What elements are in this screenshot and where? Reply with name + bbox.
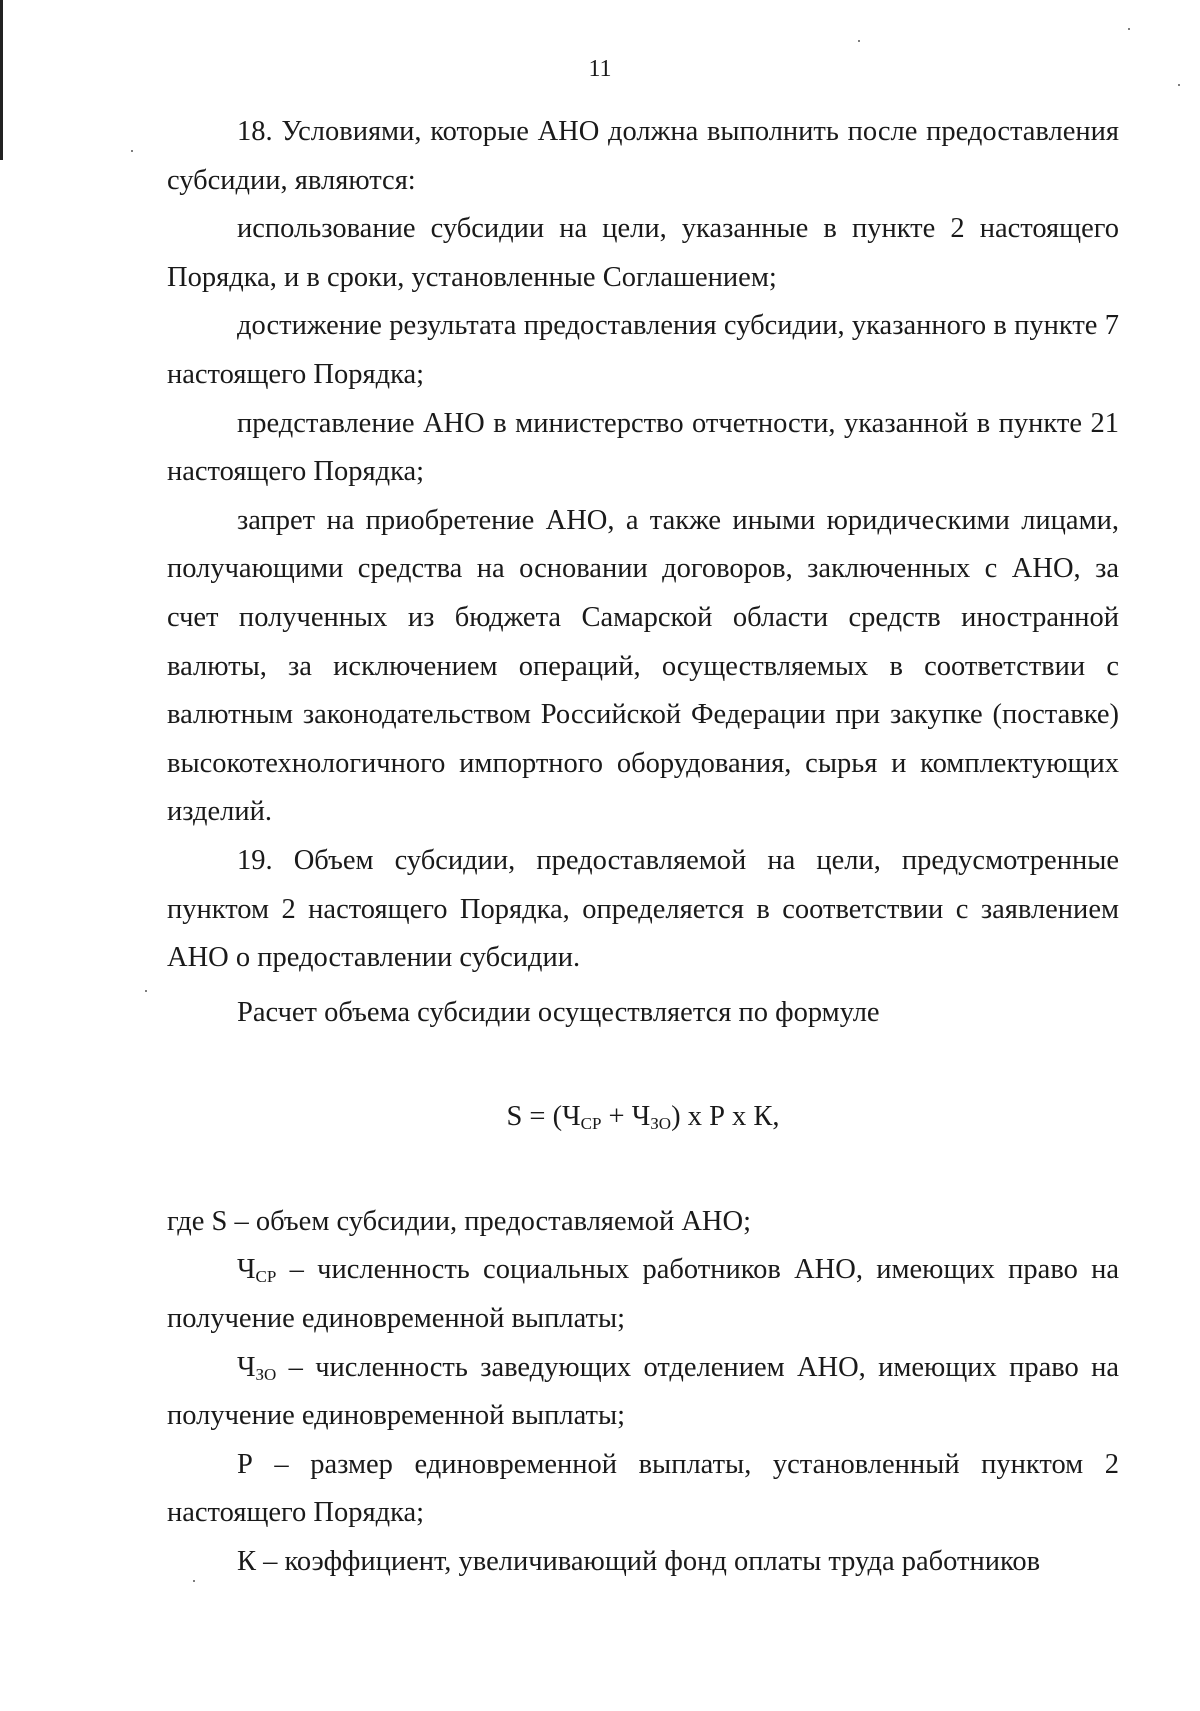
paragraph-19-intro: 19. Объем субсидии, предоставляемой на цели, предусмотренные пунктом 2 настоящего Порядка, определяется в соответствии с заявлением АНО о предоставлении субсидии. (167, 844, 1119, 974)
document-body (167, 108, 1119, 1587)
subsidy-formula (167, 1093, 1119, 1142)
scan-speck (131, 150, 133, 152)
definition-p: Р – размер единовременной выплаты, установленный пунктом 2 настоящего Порядка; (167, 1448, 1119, 1529)
chsr-symbol: Ч (237, 1254, 256, 1286)
chzo-text: – численность заведующих отделением АНО, имеющих право на получение единовременной выплаты; (167, 1351, 1119, 1432)
definition-chsr (167, 1246, 1119, 1343)
scan-speck (193, 1580, 195, 1582)
scan-speck (1178, 84, 1180, 86)
formula-plus: + Ч (601, 1101, 651, 1133)
page-number: 11 (588, 56, 612, 82)
scan-speck (1128, 28, 1130, 30)
scan-speck (145, 990, 147, 992)
chzo-symbol: Ч (237, 1351, 256, 1383)
formula-rhs: ) х Р х К, (671, 1101, 780, 1133)
paragraph-18-item-4: запрет на приобретение АНО, а также иными юридическими лицами, получающими средства на основании договоров, заключенных с АНО, за счет полученных из бюджета Самарской области средств иностранной валюты, за исключением операций, осуществляемых в соответствии с валютным законодательством Российской Федерации при закупке (поставке) высокотехнологичного импортного оборудования, сырья и комплектующих изделий. (167, 504, 1119, 828)
chsr-text: – численность социальных работников АНО, имеющих право на получение единовременной выплаты; (167, 1254, 1119, 1335)
definition-s: где S – объем субсидии, предоставляемой АНО; (167, 1205, 752, 1237)
chzo-subscript: ЗО (255, 1364, 277, 1384)
chsr-subscript: СР (255, 1267, 277, 1287)
formula-sub-sr: СР (580, 1114, 602, 1134)
formula-sub-zo: ЗО (650, 1114, 672, 1134)
paragraph-18-item-3: представление АНО в министерство отчетности, указанной в пункте 21 настоящего Порядка; (167, 407, 1119, 488)
paragraph-18-item-2: достижение результата предоставления субсидии, указанного в пункте 7 настоящего Порядка; (167, 310, 1119, 390)
paragraph-18-item-1: использование субсидии на цели, указанные в пункте 2 настоящего Порядка, и в сроки, установленные Соглашением; (167, 213, 1119, 293)
paragraph-18-intro: 18. Условиями, которые АНО должна выполнить после предоставления субсидии, являются: (167, 116, 1119, 196)
definition-k: К – коэффициент, увеличивающий фонд оплаты труда работников (237, 1546, 1041, 1578)
scan-speck (858, 40, 860, 42)
definition-chzo (167, 1344, 1119, 1441)
paragraph-19-calc: Расчет объема субсидии осуществляется по формуле (237, 996, 880, 1028)
formula-lhs: S = (Ч (506, 1101, 581, 1133)
